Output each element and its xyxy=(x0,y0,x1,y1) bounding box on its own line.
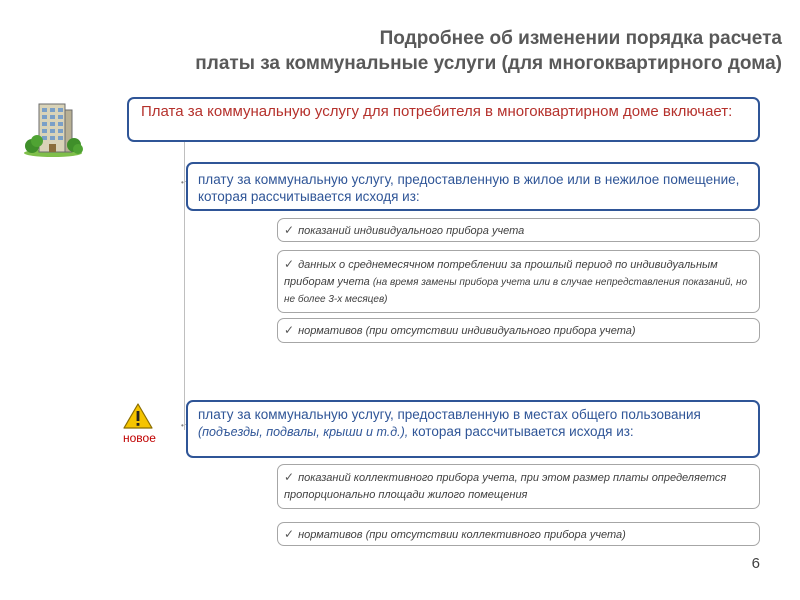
check-icon: ✓ xyxy=(284,527,295,541)
section-2-text-paren: (подъезды, подвалы, крыши и т.д.), xyxy=(198,425,409,439)
section-2-item-1 xyxy=(277,464,760,509)
item-text: показаний коллективного прибора учета, при этом размер платы определяется пропорционально площади жилого помещения xyxy=(284,472,727,501)
section-2-box xyxy=(186,400,760,458)
check-icon: ✓ xyxy=(284,470,295,484)
bullet-dot-2: • xyxy=(181,421,184,430)
check-icon: ✓ xyxy=(284,323,295,337)
item-text: показаний индивидуального прибора учета xyxy=(298,225,525,237)
apartment-building-icon xyxy=(22,100,84,158)
main-box xyxy=(127,97,760,142)
section-1-item-2 xyxy=(277,250,760,313)
check-icon: ✓ xyxy=(284,223,295,237)
section-2-text-main: плату за коммунальную услугу, предоставленную в местах общего пользования xyxy=(198,407,701,422)
section-2-text-end: которая рассчитывается исходя из: xyxy=(412,424,634,439)
section-1-text: плату за коммунальную услугу, предоставленную в жилое или в нежилое помещение, которая рассчитывается исходя из: xyxy=(198,172,740,204)
section-1-box xyxy=(186,162,760,211)
section-1-item-3 xyxy=(277,318,760,343)
section-2-item-2 xyxy=(277,522,760,546)
item-note: (на время замены прибора учета или в случае непредставления показаний, но не более 3-х месяцев) xyxy=(284,277,748,305)
main-box-text: Плата за коммунальную услугу для потребителя в многоквартирном доме включает: xyxy=(141,103,733,120)
title-line-2: платы за коммунальные услуги (для многоквартирного дома) xyxy=(195,53,782,74)
section-1-item-1 xyxy=(277,218,760,242)
connector-vertical xyxy=(184,140,185,430)
page-title xyxy=(82,26,782,76)
page-number: 6 xyxy=(751,555,760,572)
new-label: новое xyxy=(123,431,156,445)
item-text: данных о среднемесячном потреблении за прошлый период по индивидуальным приборам учета xyxy=(284,259,718,288)
item-text: нормативов (при отсутствии коллективного прибора учета) xyxy=(298,529,626,541)
title-line-1: Подробнее об изменении порядка расчета xyxy=(379,28,782,49)
check-icon: ✓ xyxy=(284,257,295,271)
item-text: нормативов (при отсутствии индивидуального прибора учета) xyxy=(298,325,636,337)
warning-icon xyxy=(123,403,153,429)
section-2-text xyxy=(198,406,748,441)
bullet-dot-1: • xyxy=(181,178,184,187)
